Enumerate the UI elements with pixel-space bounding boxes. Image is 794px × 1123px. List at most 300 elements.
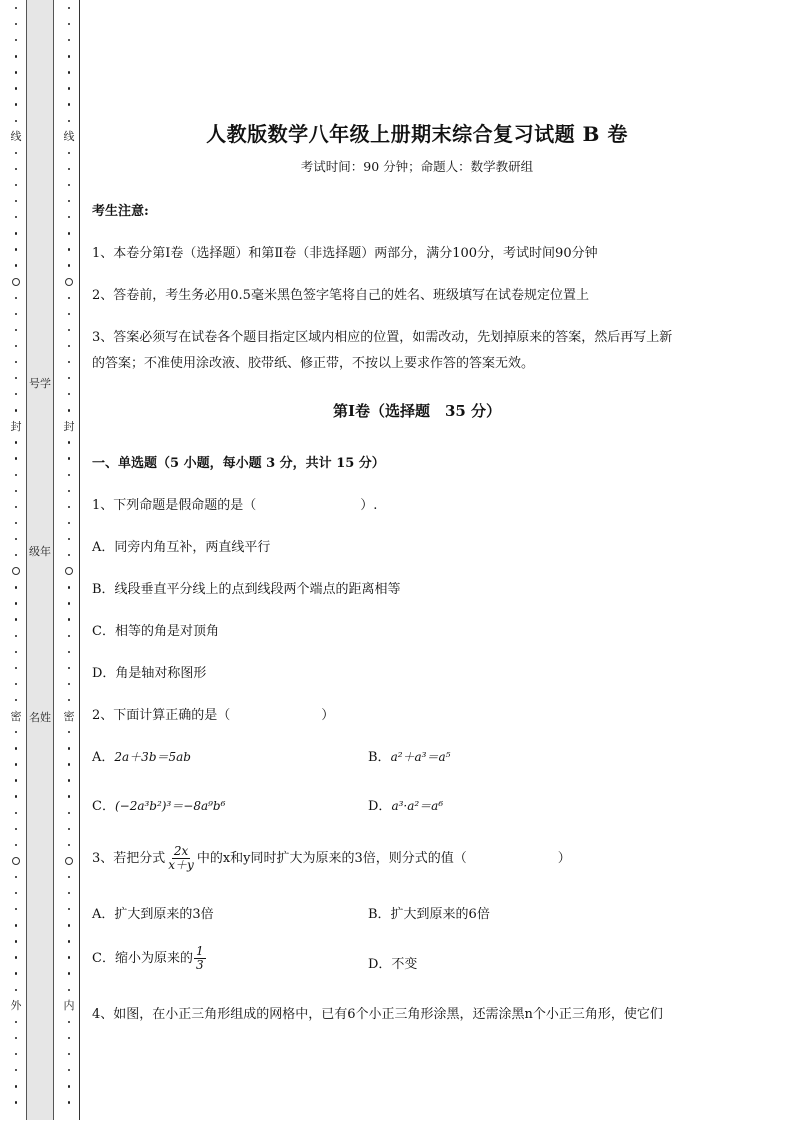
binding-dot-row: [15, 660, 17, 676]
binding-mark-text: 密: [10, 709, 22, 723]
binding-dot-row: [15, 515, 17, 531]
binding-dot-row: [68, 306, 70, 322]
binding-dot-row: [15, 370, 17, 386]
binding-dot-row: [15, 290, 17, 306]
binding-dot: [15, 1021, 17, 1023]
q3-option-c-numerator: 1: [195, 944, 204, 958]
binding-dot: [15, 7, 17, 9]
binding-dot: [68, 313, 70, 315]
part-heading: 一、单选题（5 小题，每小题 3 分，共计 15 分）: [92, 456, 385, 471]
binding-dot-row: [15, 1078, 17, 1094]
binding-dot-row: [68, 290, 70, 306]
binding-dot-row: [15, 966, 17, 982]
q1-stem: 1、下列命题是假命题的是（ ）.: [92, 498, 378, 513]
binding-dot-row: [68, 612, 70, 628]
binding-dot-row: [15, 451, 17, 467]
binding-dot: [68, 618, 70, 620]
binding-dot: [68, 297, 70, 299]
binding-dot: [15, 956, 17, 958]
binding-dot-row: [15, 740, 17, 756]
binding-dot-row: [68, 933, 70, 949]
q2-option-c: [92, 795, 225, 814]
binding-dot: [68, 747, 70, 749]
binding-dot: [68, 184, 70, 186]
binding-dot: [68, 87, 70, 89]
binding-dot: [68, 586, 70, 588]
binding-dot: [68, 763, 70, 765]
binding-dot: [68, 1069, 70, 1071]
binding-dot: [15, 71, 17, 73]
binding-dot: [15, 474, 17, 476]
binding-dot: [15, 393, 17, 395]
binding-circle-mark: [65, 857, 73, 865]
binding-dot: [15, 844, 17, 846]
binding-dot: [68, 7, 70, 9]
binding-dot-row: [68, 97, 70, 113]
binding-dot: [68, 200, 70, 202]
binding-dot-row: [15, 805, 17, 821]
binding-dot-row: [68, 258, 70, 274]
binding-dot: [15, 602, 17, 604]
binding-dot-row: [68, 837, 70, 853]
binding-dot-row: [68, 1014, 70, 1030]
binding-dot-row: [68, 435, 70, 451]
binding-dot-row: [68, 982, 70, 998]
binding-dot-row: [68, 0, 70, 16]
binding-mark-text: 线: [63, 130, 75, 144]
binding-dot-row: [15, 193, 17, 209]
binding-dot-row: [15, 982, 17, 998]
binding-dot-row: [68, 595, 70, 611]
paper-subtitle: 考试时间：90 分钟；命题人：数学教研组: [300, 159, 534, 174]
q2-option-a-label: A．: [92, 750, 115, 765]
q2-option-a-expr: 2a＋3b＝5ab: [114, 750, 191, 764]
binding-dot-row: [68, 692, 70, 708]
paper-title: 人教版数学八年级上册期末综合复习试题 B 卷: [206, 122, 628, 146]
q1-option-b: B．线段垂直平分线上的点到线段两个端点的距离相等: [92, 582, 401, 597]
binding-mark-row: [11, 418, 22, 434]
binding-dot-row: [15, 209, 17, 225]
binding-dot: [68, 635, 70, 637]
binding-dot: [15, 651, 17, 653]
binding-dot-row: [15, 1094, 17, 1110]
binding-dot-row: [68, 966, 70, 982]
q3-stem-pre: 3、若把分式: [92, 851, 166, 867]
strip-label-name: 名姓: [29, 711, 51, 724]
binding-dot: [15, 538, 17, 540]
binding-mark-text: 内: [63, 999, 75, 1013]
binding-dot-row: [68, 161, 70, 177]
binding-dot-row: [15, 692, 17, 708]
binding-dot-row: [15, 161, 17, 177]
binding-dot-row: [15, 612, 17, 628]
binding-line: [79, 0, 80, 1120]
binding-dot-row: [15, 531, 17, 547]
binding-dot: [15, 152, 17, 154]
binding-dot: [15, 779, 17, 781]
binding-mark-text: 外: [10, 999, 22, 1013]
binding-dot: [68, 1053, 70, 1055]
binding-dot-row: [15, 724, 17, 740]
binding-dot-row: [68, 756, 70, 772]
q2-stem: 2、下面计算正确的是（ ）: [92, 708, 335, 723]
binding-dot-row: [68, 547, 70, 563]
binding-dot: [15, 313, 17, 315]
q3-fraction-denominator: x＋y: [168, 858, 194, 873]
binding-dot: [68, 844, 70, 846]
binding-dots-inner: [62, 0, 76, 1123]
binding-dot-row: [15, 933, 17, 949]
binding-dot: [68, 924, 70, 926]
q2-option-c-expr: (−2a³b²)³＝−8a⁹b⁶: [114, 799, 226, 813]
binding-dot: [68, 506, 70, 508]
binding-dot: [15, 23, 17, 25]
binding-dot-row: [15, 1030, 17, 1046]
binding-dot: [15, 972, 17, 974]
binding-dot-row: [15, 837, 17, 853]
binding-mark-text: 密: [63, 709, 75, 723]
binding-dot: [15, 828, 17, 830]
binding-dot-row: [15, 901, 17, 917]
binding-dot: [68, 795, 70, 797]
binding-dot: [68, 554, 70, 556]
binding-dot: [68, 120, 70, 122]
binding-dot-row: [68, 869, 70, 885]
binding-dot: [68, 1037, 70, 1039]
q2-option-d-expr: a³·a²＝a⁶: [391, 799, 444, 813]
binding-dot: [68, 216, 70, 218]
binding-dot-row: [15, 579, 17, 595]
binding-dot: [68, 361, 70, 363]
binding-mark-row: [12, 274, 20, 290]
binding-dot-row: [68, 80, 70, 96]
binding-dot: [15, 120, 17, 122]
binding-dot: [68, 248, 70, 250]
q1-option-d: D．角是轴对称图形: [92, 666, 207, 681]
binding-dot-row: [68, 1046, 70, 1062]
binding-mark-row: [64, 418, 75, 434]
q3-option-d: D．不变: [368, 957, 418, 972]
binding-dot-row: [68, 1062, 70, 1078]
q3-option-c: [92, 945, 207, 972]
binding-dot-row: [68, 32, 70, 48]
binding-dot-row: [68, 644, 70, 660]
binding-dot: [15, 200, 17, 202]
binding-dot-row: [15, 467, 17, 483]
binding-mark-row: [12, 853, 20, 869]
binding-dot: [15, 989, 17, 991]
binding-dot: [68, 474, 70, 476]
binding-dot: [68, 699, 70, 701]
binding-circle-mark: [65, 278, 73, 286]
binding-dot-row: [68, 740, 70, 756]
binding-dot-row: [68, 193, 70, 209]
binding-dot: [68, 39, 70, 41]
binding-mark-row: [65, 274, 73, 290]
binding-dot-row: [15, 1062, 17, 1078]
binding-dot: [15, 55, 17, 57]
binding-dot: [15, 763, 17, 765]
binding-dot: [68, 441, 70, 443]
binding-dot: [15, 892, 17, 894]
binding-dot-row: [15, 402, 17, 418]
binding-dot: [15, 1069, 17, 1071]
binding-dot-row: [68, 16, 70, 32]
binding-dot: [15, 103, 17, 105]
binding-dot-row: [15, 885, 17, 901]
binding-dot-row: [15, 97, 17, 113]
binding-dot-row: [15, 258, 17, 274]
binding-dot: [68, 264, 70, 266]
binding-dot: [68, 329, 70, 331]
binding-dot-row: [68, 531, 70, 547]
binding-dot: [15, 699, 17, 701]
binding-dot: [68, 956, 70, 958]
notice-item-3-cont: 的答案；不准使用涂改液、胶带纸、修正带，不按以上要求作答的答案无效。: [92, 356, 535, 371]
binding-dot: [68, 667, 70, 669]
binding-dot: [15, 1037, 17, 1039]
binding-mark-text: 线: [10, 130, 22, 144]
binding-dot: [15, 812, 17, 814]
binding-dot-row: [68, 789, 70, 805]
binding-mark-row: [11, 998, 22, 1014]
binding-dot: [68, 457, 70, 459]
binding-dot-row: [68, 386, 70, 402]
binding-mark-row: [11, 129, 22, 145]
binding-dot: [68, 377, 70, 379]
binding-dot: [15, 522, 17, 524]
q2-option-a: [92, 746, 191, 765]
binding-dot: [68, 538, 70, 540]
binding-dot-row: [15, 113, 17, 129]
binding-mark-row: [11, 708, 22, 724]
binding-dot-row: [68, 579, 70, 595]
binding-dot-row: [68, 48, 70, 64]
binding-dot: [15, 248, 17, 250]
strip-label-grade: 级年: [29, 545, 51, 558]
notice-item-1: 1、本卷分第Ⅰ卷（选择题）和第Ⅱ卷（非选择题）两部分，满分100分，考试时间90分钟: [92, 246, 598, 261]
q3-option-c-text: C．缩小为原来的: [92, 951, 193, 967]
binding-circle-mark: [12, 857, 20, 865]
binding-mark-row: [64, 129, 75, 145]
binding-dot: [68, 779, 70, 781]
binding-dot-row: [15, 595, 17, 611]
binding-dot-row: [68, 451, 70, 467]
binding-dot: [68, 103, 70, 105]
q3-option-c-denominator: 3: [195, 958, 204, 973]
binding-dot: [15, 747, 17, 749]
binding-dot-row: [15, 177, 17, 193]
binding-dot: [68, 71, 70, 73]
binding-dot-row: [15, 789, 17, 805]
binding-dot-row: [15, 306, 17, 322]
binding-dot-row: [15, 644, 17, 660]
binding-dot: [15, 586, 17, 588]
q3-fraction: [166, 845, 196, 872]
q3-stem: [92, 845, 571, 872]
binding-dot-row: [68, 209, 70, 225]
q2-option-c-label: C．: [92, 799, 115, 814]
q3-option-a: A．扩大到原来的3倍: [92, 907, 214, 922]
binding-dot: [15, 795, 17, 797]
binding-dot-row: [68, 177, 70, 193]
binding-dot: [15, 908, 17, 910]
binding-dot-row: [15, 48, 17, 64]
binding-dot: [68, 972, 70, 974]
binding-dot: [15, 87, 17, 89]
binding-dot: [68, 345, 70, 347]
binding-dot: [15, 924, 17, 926]
binding-dot-row: [68, 322, 70, 338]
binding-dot: [15, 184, 17, 186]
binding-dot: [15, 168, 17, 170]
binding-dot-row: [15, 32, 17, 48]
binding-dot-row: [15, 821, 17, 837]
binding-dot: [15, 377, 17, 379]
binding-dot: [15, 940, 17, 942]
binding-dot-row: [15, 483, 17, 499]
binding-mark-text: 封: [10, 419, 22, 433]
binding-dot-row: [68, 821, 70, 837]
binding-dot-row: [15, 338, 17, 354]
binding-dot: [68, 731, 70, 733]
binding-dot-row: [68, 676, 70, 692]
binding-dot: [15, 264, 17, 266]
binding-dot-row: [15, 64, 17, 80]
binding-dot-row: [15, 145, 17, 161]
binding-dot: [15, 297, 17, 299]
binding-dot-row: [15, 676, 17, 692]
binding-dot: [68, 892, 70, 894]
binding-dot-row: [15, 869, 17, 885]
binding-dot-row: [15, 773, 17, 789]
binding-dot: [68, 152, 70, 154]
binding-dot: [68, 651, 70, 653]
binding-dot: [15, 1085, 17, 1087]
binding-dot-row: [15, 322, 17, 338]
binding-dot-row: [68, 370, 70, 386]
binding-dot-row: [68, 483, 70, 499]
binding-dot-row: [15, 950, 17, 966]
binding-dot-row: [15, 547, 17, 563]
binding-dot: [15, 457, 17, 459]
q3-option-b: B．扩大到原来的6倍: [368, 907, 490, 922]
binding-dot-row: [68, 805, 70, 821]
binding-dot: [15, 554, 17, 556]
binding-dot: [15, 618, 17, 620]
binding-dot-row: [15, 628, 17, 644]
binding-dot-row: [68, 1094, 70, 1110]
binding-mark-row: [64, 998, 75, 1014]
binding-dot-row: [68, 145, 70, 161]
binding-dot-row: [68, 773, 70, 789]
binding-dot: [15, 1053, 17, 1055]
binding-dot-row: [15, 16, 17, 32]
binding-dot-row: [68, 1078, 70, 1094]
binding-dot-row: [68, 64, 70, 80]
binding-dot: [15, 216, 17, 218]
section-title: 第Ⅰ卷（选择题 35 分）: [332, 402, 502, 420]
binding-mark-row: [64, 708, 75, 724]
binding-dot: [15, 683, 17, 685]
q1-option-a: A．同旁内角互补，两直线平行: [92, 540, 271, 555]
binding-dot-row: [68, 1030, 70, 1046]
binding-dot-row: [68, 241, 70, 257]
binding-dot: [68, 683, 70, 685]
q4-stem: 4、如图，在小正三角形组成的网格中，已有6个小正三角形涂黑，还需涂黑n个小正三角形，使它们: [92, 1007, 663, 1022]
notice-item-3: 3、答案必须写在试卷各个题目指定区域内相应的位置，如需改动，先划掉原来的答案，然后再写上新: [92, 330, 673, 345]
binding-dot-row: [68, 354, 70, 370]
binding-dot: [68, 232, 70, 234]
binding-dot-row: [68, 225, 70, 241]
binding-dot: [15, 490, 17, 492]
binding-dot: [68, 828, 70, 830]
binding-dot: [15, 409, 17, 411]
binding-dot: [15, 345, 17, 347]
binding-dot: [68, 940, 70, 942]
binding-dot: [15, 232, 17, 234]
binding-dot: [68, 1101, 70, 1103]
binding-dot-row: [15, 0, 17, 16]
binding-dot: [15, 667, 17, 669]
binding-dot-row: [15, 386, 17, 402]
binding-dot-row: [15, 354, 17, 370]
binding-dot-row: [15, 917, 17, 933]
binding-dot: [68, 490, 70, 492]
binding-dot-row: [68, 901, 70, 917]
notice-heading: 考生注意:: [92, 204, 149, 219]
binding-dot: [68, 1021, 70, 1023]
binding-mark-text: 封: [63, 419, 75, 433]
binding-dot-row: [15, 241, 17, 257]
binding-dot-row: [68, 113, 70, 129]
binding-dot: [15, 731, 17, 733]
binding-dot: [15, 1101, 17, 1103]
q2-option-b-label: B．: [368, 750, 391, 765]
binding-dot: [15, 441, 17, 443]
binding-dot-row: [68, 467, 70, 483]
binding-circle-mark: [12, 278, 20, 286]
binding-dot: [68, 409, 70, 411]
binding-mark-row: [65, 563, 73, 579]
binding-dot-row: [68, 338, 70, 354]
binding-dot-row: [68, 885, 70, 901]
binding-dot-row: [15, 1014, 17, 1030]
binding-dot: [68, 602, 70, 604]
binding-dot-row: [15, 756, 17, 772]
strip-label-student-id: 号学: [29, 377, 51, 390]
binding-dot: [68, 812, 70, 814]
binding-circle-mark: [12, 567, 20, 575]
binding-dot: [68, 876, 70, 878]
binding-dot-row: [68, 917, 70, 933]
binding-dots-outer: [9, 0, 23, 1123]
binding-dot: [68, 908, 70, 910]
binding-dot: [15, 876, 17, 878]
binding-dot: [15, 506, 17, 508]
binding-dot-row: [15, 225, 17, 241]
binding-circle-mark: [65, 567, 73, 575]
binding-dot: [68, 989, 70, 991]
binding-dot: [15, 635, 17, 637]
q2-option-d: [368, 795, 443, 814]
binding-dot: [15, 39, 17, 41]
binding-dot-row: [68, 724, 70, 740]
q3-option-c-fraction: [194, 945, 206, 972]
binding-dot-row: [68, 660, 70, 676]
q2-option-d-label: D．: [368, 799, 392, 814]
binding-dot: [68, 55, 70, 57]
